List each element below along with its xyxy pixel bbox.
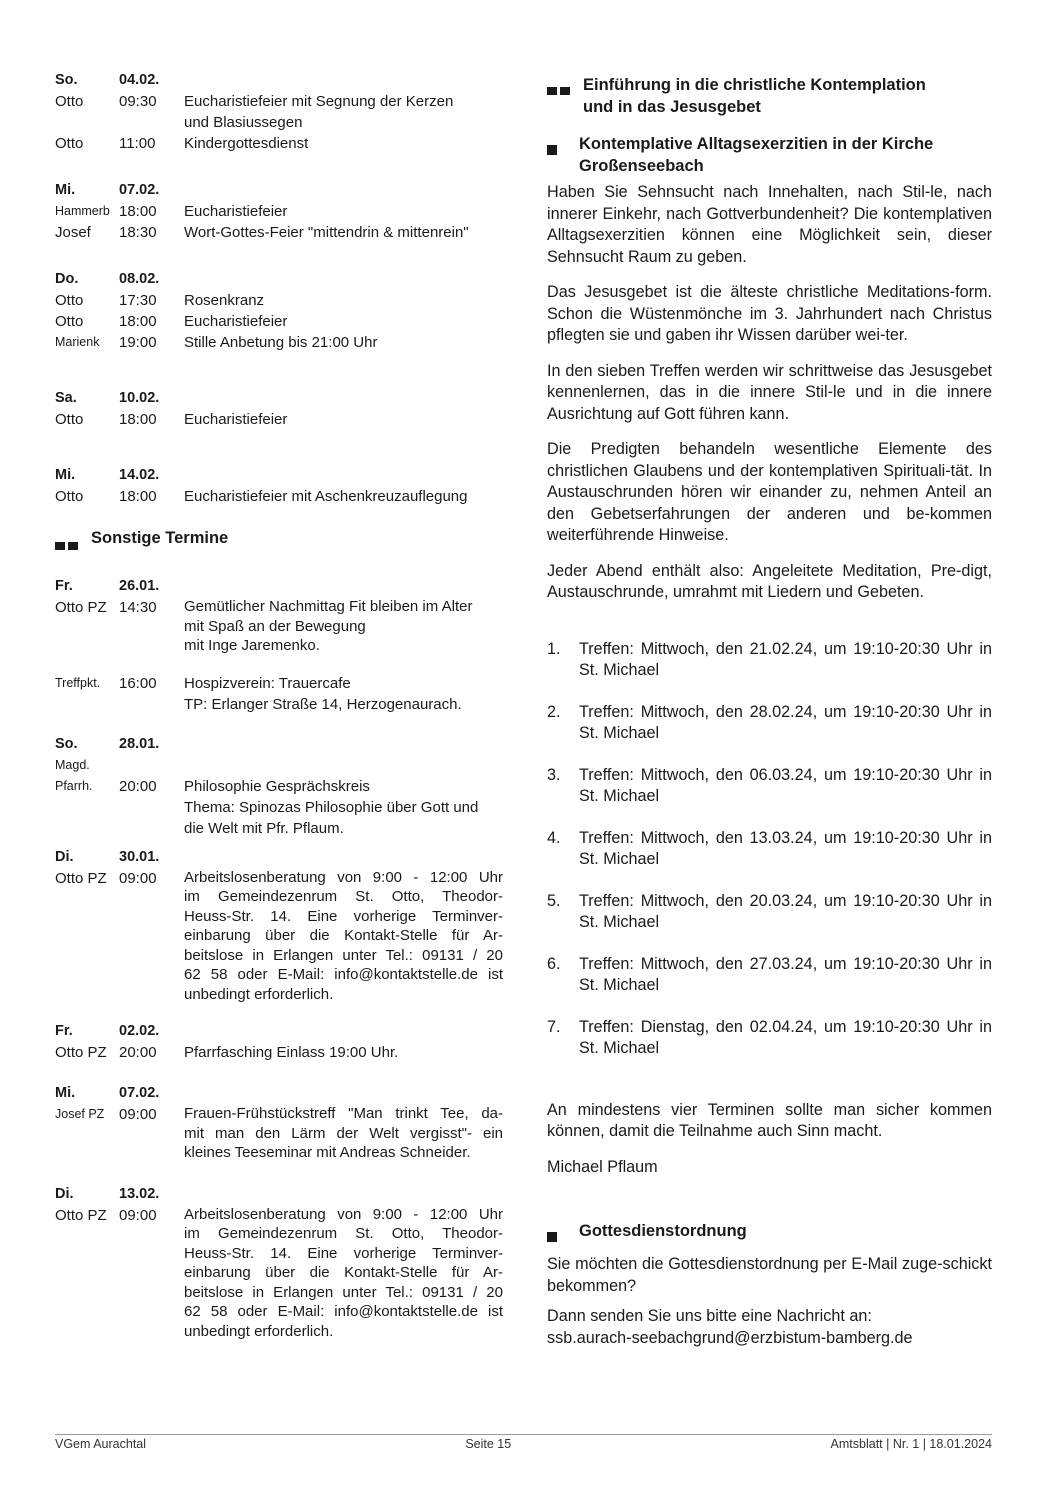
heading-text	[579, 133, 933, 177]
event-row	[55, 1205, 503, 1342]
heading-line: Einführung in die christliche Kontemplation	[583, 76, 926, 94]
event-row	[55, 222, 503, 243]
footer-publisher: VGem Aurachtal	[55, 1437, 147, 1451]
heading-line: Kontemplative Alltagsexerzitien in der Kirche	[579, 135, 934, 153]
event-description	[184, 597, 503, 656]
time: 11:00	[119, 135, 156, 152]
meeting-number: 2.	[547, 702, 561, 721]
location: Marienk	[55, 335, 100, 349]
event-day	[55, 1021, 503, 1063]
meeting-number: 3.	[547, 765, 561, 784]
event-row	[55, 290, 503, 311]
location: Otto	[55, 135, 84, 152]
time: 20:00	[119, 1044, 157, 1061]
event-description	[184, 311, 503, 332]
desc-line: Kindergottesdienst	[184, 135, 309, 152]
event-description	[184, 1205, 503, 1342]
schedule-day	[55, 388, 503, 430]
double-square-icon	[547, 74, 583, 101]
desc-line: Arbeitslosenberatung von 9:00 - 12:00 Uhr	[184, 868, 503, 886]
event-description	[184, 776, 503, 839]
desc-line: Eucharistiefeier mit Aschenkreuzauflegung	[184, 488, 468, 505]
paragraph: An mindestens vier Terminen sollte man sicher kommen können, damit die Teilnahme auch Sinn macht.	[547, 1100, 992, 1140]
heading-line: Großenseebach	[579, 157, 704, 175]
weekday: Mi.	[55, 467, 76, 483]
desc-line: 62 58 oder E-Mail: info@kontaktstelle.de ist	[184, 1303, 503, 1320]
meeting-item	[547, 702, 992, 745]
schedule-day	[55, 269, 503, 353]
desc-line: mit Spaß an der Bewegung	[184, 617, 366, 635]
paragraph: In den sieben Treffen werden wir schrittweise das Jesusgebet kennenlernen, das in die innere Stil-le und in die innere Ausrichtung auf Gott führen kann.	[547, 361, 992, 423]
time: 09:00	[119, 1106, 157, 1123]
meeting-text: Treffen: Mittwoch, den 06.03.24, um 19:10-20:30 Uhr in St. Michael	[579, 765, 992, 805]
weekday: Sa.	[55, 390, 77, 406]
desc-line: im Gemeindezenrum St. Otto, Theodor-	[184, 888, 503, 905]
paragraph	[547, 1306, 992, 1349]
date: 07.02.	[119, 1085, 160, 1101]
location: Josef PZ	[55, 1107, 105, 1121]
meeting-text: Treffen: Mittwoch, den 28.02.24, um 19:10-20:30 Uhr in St. Michael	[579, 702, 992, 742]
meeting-list	[547, 639, 992, 1060]
meeting-text: Treffen: Mittwoch, den 21.02.24, um 19:10-20:30 Uhr in St. Michael	[579, 639, 992, 679]
meeting-number: 7.	[547, 1017, 561, 1036]
desc-line: 62 58 oder E-Mail: info@kontaktstelle.de ist	[184, 966, 503, 983]
footer-divider	[55, 1434, 992, 1435]
location: Otto	[55, 313, 84, 330]
location: Otto	[55, 292, 84, 309]
event-row	[55, 776, 503, 839]
event-row	[55, 673, 503, 715]
date: 14.02.	[119, 467, 160, 483]
meeting-number: 5.	[547, 891, 561, 910]
desc-line: die Welt mit Pfr. Pflaum.	[184, 819, 344, 837]
desc-line: Eucharistiefeier	[184, 411, 288, 428]
heading-text: Gottesdienstordnung	[579, 1222, 747, 1240]
weekday: Do.	[55, 271, 79, 287]
desc-line: Eucharistiefeier	[184, 313, 288, 330]
date: 26.01.	[119, 578, 160, 594]
time: 09:00	[119, 869, 157, 887]
right-column	[547, 74, 992, 1349]
event-row	[55, 755, 503, 776]
location: Otto	[55, 411, 84, 428]
weekday: Mi.	[55, 1085, 76, 1101]
desc-line: unbedingt erforderlich.	[184, 985, 334, 1003]
desc-line: Heuss-Str. 14. Eine vorherige Terminver-	[184, 907, 503, 925]
event-row	[55, 201, 503, 222]
event-day	[55, 734, 503, 839]
time: 19:00	[119, 334, 157, 351]
desc-line: Heuss-Str. 14. Eine vorherige Terminver-	[184, 1244, 503, 1262]
meeting-number: 6.	[547, 954, 561, 973]
square-icon	[547, 1220, 579, 1248]
desc-line: Philosophie Gesprächskreis	[184, 777, 370, 795]
time: 20:00	[119, 777, 157, 795]
page-number: Seite 15	[465, 1437, 512, 1451]
email-address: ssb.aurach-seebachgrund@erzbistum-bamberg.de	[547, 1328, 913, 1347]
desc-line: Pfarrfasching Einlass 19:00 Uhr.	[184, 1044, 399, 1061]
weekday: Di.	[55, 848, 74, 865]
weekday: Mi.	[55, 182, 76, 198]
event-description	[184, 201, 503, 222]
meeting-number: 4.	[547, 828, 561, 847]
desc-line: einbarung über die Kontakt-Stelle für Ar-	[184, 927, 503, 944]
desc-line: einbarung über die Kontakt-Stelle für Ar-	[184, 1264, 503, 1281]
date: 30.01.	[119, 848, 160, 865]
meeting-item	[547, 954, 992, 997]
date: 07.02.	[119, 182, 160, 198]
date: 04.02.	[119, 72, 160, 88]
worship-schedule	[55, 70, 503, 507]
location: Otto PZ	[55, 1206, 107, 1224]
event-description	[184, 673, 503, 715]
time: 16:00	[119, 674, 157, 692]
desc-line: Hospizverein: Trauercafe	[184, 674, 351, 692]
schedule-day	[55, 465, 503, 507]
event-row	[55, 332, 503, 353]
double-square-icon	[55, 527, 91, 556]
time: 18:00	[119, 313, 157, 330]
meeting-text: Treffen: Mittwoch, den 27.03.24, um 19:10-20:30 Uhr in St. Michael	[579, 954, 992, 994]
desc-line: Wort-Gottes-Feier "mittendrin & mittenrein"	[184, 224, 469, 241]
location: Otto PZ	[55, 869, 107, 887]
event-description	[184, 486, 503, 507]
desc-line: Eucharistiefeier mit Segnung der Kerzen	[184, 93, 454, 110]
other-events	[55, 576, 503, 1341]
meeting-text: Treffen: Mittwoch, den 13.03.24, um 19:10-20:30 Uhr in St. Michael	[579, 828, 992, 868]
section-heading-sonstige	[55, 527, 503, 556]
time: 18:30	[119, 224, 157, 241]
event-row	[55, 1042, 503, 1063]
meeting-item	[547, 891, 992, 934]
square-icon	[547, 133, 579, 161]
location: Otto PZ	[55, 1044, 107, 1061]
meeting-item	[547, 639, 992, 682]
event-description	[184, 133, 503, 154]
weekday: So.	[55, 72, 78, 88]
event-row	[55, 311, 503, 332]
event-day	[55, 576, 503, 715]
event-row	[55, 409, 503, 430]
schedule-day	[55, 180, 503, 243]
paragraph: Das Jesusgebet ist die älteste christliche Meditations-form. Schon die Wüstenmönche im 3. Jahrhundert nach Christus pflegten sie und gaben ihr Wissen darüber wei-ter.	[547, 283, 992, 344]
weekday: Fr.	[55, 578, 73, 594]
event-row	[55, 91, 503, 133]
desc-line: Rosenkranz	[184, 292, 265, 309]
weekday: So.	[55, 735, 78, 752]
event-day	[55, 1184, 503, 1342]
location: Magd.	[55, 757, 90, 772]
time: 18:00	[119, 488, 157, 505]
desc-line: mit Inge Jaremenko.	[184, 637, 320, 654]
event-day	[55, 847, 503, 1005]
paragraph: Sie möchten die Gottesdienstordnung per E-Mail zuge-schickt bekommen?	[547, 1255, 992, 1295]
event-row	[55, 133, 503, 154]
event-day	[55, 1083, 503, 1163]
desc-line: kleines Teeseminar mit Andreas Schneider.	[184, 1144, 471, 1161]
date: 02.02.	[119, 1023, 160, 1039]
section-heading-gottesdienstordnung	[547, 1220, 992, 1248]
heading-line: und in das Jesusgebet	[583, 98, 761, 116]
event-description	[184, 91, 503, 133]
meeting-item	[547, 828, 992, 871]
time: 14:30	[119, 599, 157, 616]
time: 18:00	[119, 203, 157, 220]
event-description	[184, 290, 503, 311]
desc-line: Stille Anbetung bis 21:00 Uhr	[184, 334, 378, 351]
location: Hammerb	[55, 204, 110, 218]
time: 09:00	[119, 1206, 157, 1224]
event-row	[55, 597, 503, 656]
desc-line: TP: Erlanger Straße 14, Herzogenaurach.	[184, 695, 462, 713]
article-heading	[547, 74, 992, 118]
desc-line: Thema: Spinozas Philosophie über Gott und	[184, 798, 479, 816]
desc-line: im Gemeindezenrum St. Otto, Theodor-	[184, 1225, 503, 1242]
author-name: Michael Pflaum	[547, 1157, 658, 1176]
event-description	[184, 868, 503, 1005]
location: Otto	[55, 488, 84, 505]
sonstige-title: Sonstige Termine	[91, 529, 229, 547]
date: 28.01.	[119, 735, 160, 752]
desc-line: Eucharistiefeier	[184, 203, 288, 220]
meeting-text: Treffen: Dienstag, den 02.04.24, um 19:10-20:30 Uhr in St. Michael	[579, 1017, 992, 1057]
weekday: Di.	[55, 1185, 74, 1202]
heading-text	[583, 74, 926, 118]
desc-line: und Blasiussegen	[184, 114, 303, 131]
desc-line: beitslose in Erlangen unter Tel.: 09131 / 20	[184, 946, 503, 964]
time: 17:30	[119, 292, 157, 309]
date: 08.02.	[119, 271, 160, 287]
time: 09:30	[119, 93, 157, 110]
event-row	[55, 486, 503, 507]
paragraph: Jeder Abend enthält also: Angeleitete Meditation, Pre-digt, Austauschrunde, umrahmt mit Liedern und Gebeten.	[547, 561, 992, 601]
time: 18:00	[119, 411, 157, 428]
weekday: Fr.	[55, 1023, 73, 1039]
desc-line: Frauen-Frühstückstreff "Man trinkt Tee, da-	[184, 1105, 503, 1122]
event-description	[184, 222, 503, 243]
meeting-item	[547, 1017, 992, 1060]
location: Pfarrh.	[55, 778, 93, 793]
event-description	[184, 1042, 503, 1063]
meeting-item	[547, 765, 992, 808]
location: Josef	[55, 224, 91, 241]
event-row	[55, 1104, 503, 1163]
desc-line: mit man den Lärm der Welt vergisst"- ein	[184, 1124, 503, 1142]
desc-line: Arbeitslosenberatung von 9:00 - 12:00 Uhr	[184, 1205, 503, 1223]
event-description	[184, 1104, 503, 1163]
meeting-text: Treffen: Mittwoch, den 20.03.24, um 19:10-20:30 Uhr in St. Michael	[579, 891, 992, 931]
date: 10.02.	[119, 390, 160, 406]
left-column	[55, 70, 503, 1341]
location: Otto PZ	[55, 599, 107, 616]
desc-line: unbedingt erforderlich.	[184, 1322, 334, 1340]
meeting-number: 1.	[547, 639, 561, 658]
event-description	[184, 332, 503, 353]
footer-issue: Amtsblatt | Nr. 1 | 18.01.2024	[830, 1437, 992, 1451]
paragraph-line: Dann senden Sie uns bitte eine Nachricht an:	[547, 1307, 872, 1325]
article-subheading	[547, 133, 992, 177]
paragraph: Die Predigten behandeln wesentliche Elemente des christlichen Glaubens und der kontemplativen Spirituali-tät. In Austauschrunden hören wir einander zu, nehmen Anteil an den Gebetserfahrungen der anderen und be-kommen weiterführende Hinweise.	[547, 440, 992, 544]
page-footer	[55, 1437, 992, 1451]
event-description	[184, 409, 503, 430]
schedule-day	[55, 70, 503, 154]
desc-line: Gemütlicher Nachmittag Fit bleiben im Alter	[184, 598, 473, 615]
desc-line: beitslose in Erlangen unter Tel.: 09131 / 20	[184, 1283, 503, 1301]
date: 13.02.	[119, 1185, 160, 1202]
event-row	[55, 868, 503, 1005]
location: Otto	[55, 93, 84, 110]
location: Treffpkt.	[55, 675, 101, 690]
paragraph: Haben Sie Sehnsucht nach Innehalten, nach Stil-le, nach innerer Einkehr, nach Gottverbundenheit? Die kontemplativen Alltagsexerzitien können eine Möglichkeit sein, dieser Sehnsucht Raum zu geben.	[547, 183, 992, 266]
